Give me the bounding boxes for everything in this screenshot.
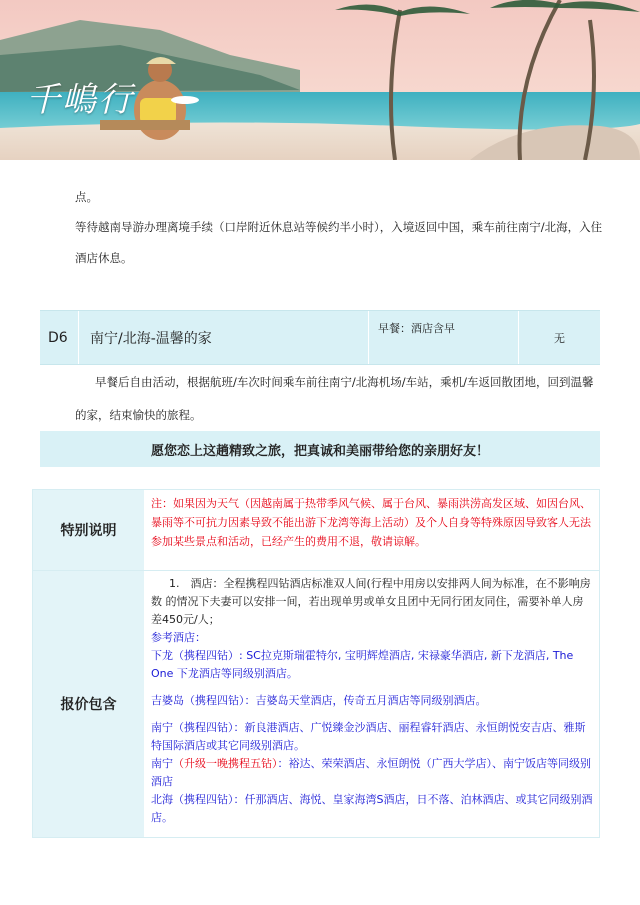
day-6-desc-line-2: 的家，结束愉快的旅程。	[75, 408, 202, 422]
price-includes-content	[145, 571, 599, 831]
hotel-standard-text: 1. 酒店：全程携程四钻酒店标准双人间(行程中用房以安排两人间为标准，在不影响房数 的情况下夫妻可以安排一间，若出现单男或单女且团中无同行团友同住，需要补单人房差450元/人；	[151, 577, 591, 626]
price-includes-label: 报价包含	[33, 571, 144, 837]
special-notes-text: 注：如果因为天气（因越南属于热带季风气候、属于台风、暴雨洪涝高发区域、如因台风、暴雨等不可抗力因素导致不能出游下龙湾等海上活动）及个人自身等特殊原因导致客人无法参加某些景点和活动，已经产生的费用不退，敬请谅解。	[151, 497, 591, 548]
cell-divider	[78, 311, 79, 364]
cell-divider	[368, 311, 369, 364]
spacer	[151, 710, 593, 719]
cell-divider	[518, 311, 519, 364]
nanning-4-diamond-hotels: 南宁（携程四钻）：新良港酒店、广悦臻金沙酒店、丽程睿轩酒店、永恒朗悦安吉店、雅斯特国际酒店或其它同级别酒店。	[151, 721, 586, 752]
jipo-island-hotels: 吉婆岛（携程四钻）：吉婆岛天堂酒店，传奇五月酒店等同级别酒店。	[151, 694, 487, 707]
special-notes-table	[32, 489, 600, 571]
intro-line-3: 酒店休息。	[75, 251, 133, 265]
intro-line-1: 点。	[75, 190, 98, 204]
day-6-desc-line-1: 早餐后自由活动，根据航班/车次时间乘车前往南宁/北海机场/车站，乘机/车返回散团地，回到温馨	[95, 375, 594, 389]
intro-line-2: 等待越南导游办理离境手续（口岸附近休息站等候约半小时），入境返回中国，乘车前往南宁/北海，入住	[75, 220, 603, 234]
nanning-upgrade-note: （升级一晚携程五钻）	[173, 757, 278, 770]
nanning-prefix: 南宁	[151, 757, 173, 770]
day-6-header-row	[40, 310, 600, 365]
halong-hotels: 下龙（携程四钻）: SC拉克斯瑞霍特尔, 宝明辉煌酒店, 宋禄豪华酒店, 新下龙酒店, The One 下龙酒店等同级别酒店。	[151, 649, 574, 680]
beihai-hotels: 北海（携程四钻）：仟那酒店、海悦、皇家海湾S酒店，日不落、泊林酒店、或其它同级别酒店。	[151, 793, 593, 824]
slogan-banner: 愿您恋上这趟精致之旅，把真诚和美丽带给您的亲朋好友！	[40, 431, 600, 467]
nanning-upgrade-hotels: ：裕达、荣荣酒店、永恒朗悦（广西大学店）、南宁饭店等同级别酒店	[151, 757, 591, 788]
header-banner-image	[0, 0, 640, 160]
special-notes-label: 特别说明	[33, 490, 144, 570]
day-number: D6	[48, 329, 68, 346]
reference-hotels-label: 参考酒店：	[151, 631, 206, 644]
price-includes-table	[32, 570, 600, 838]
nanning-5-diamond-hotels	[151, 755, 593, 791]
meal-info: 早餐：酒店含早	[378, 321, 455, 335]
hotel-info: 无	[554, 331, 565, 345]
spacer	[151, 683, 593, 692]
day-title: 南宁/北海-温馨的家	[90, 330, 212, 347]
brand-logo: 千嶋行	[26, 80, 134, 120]
